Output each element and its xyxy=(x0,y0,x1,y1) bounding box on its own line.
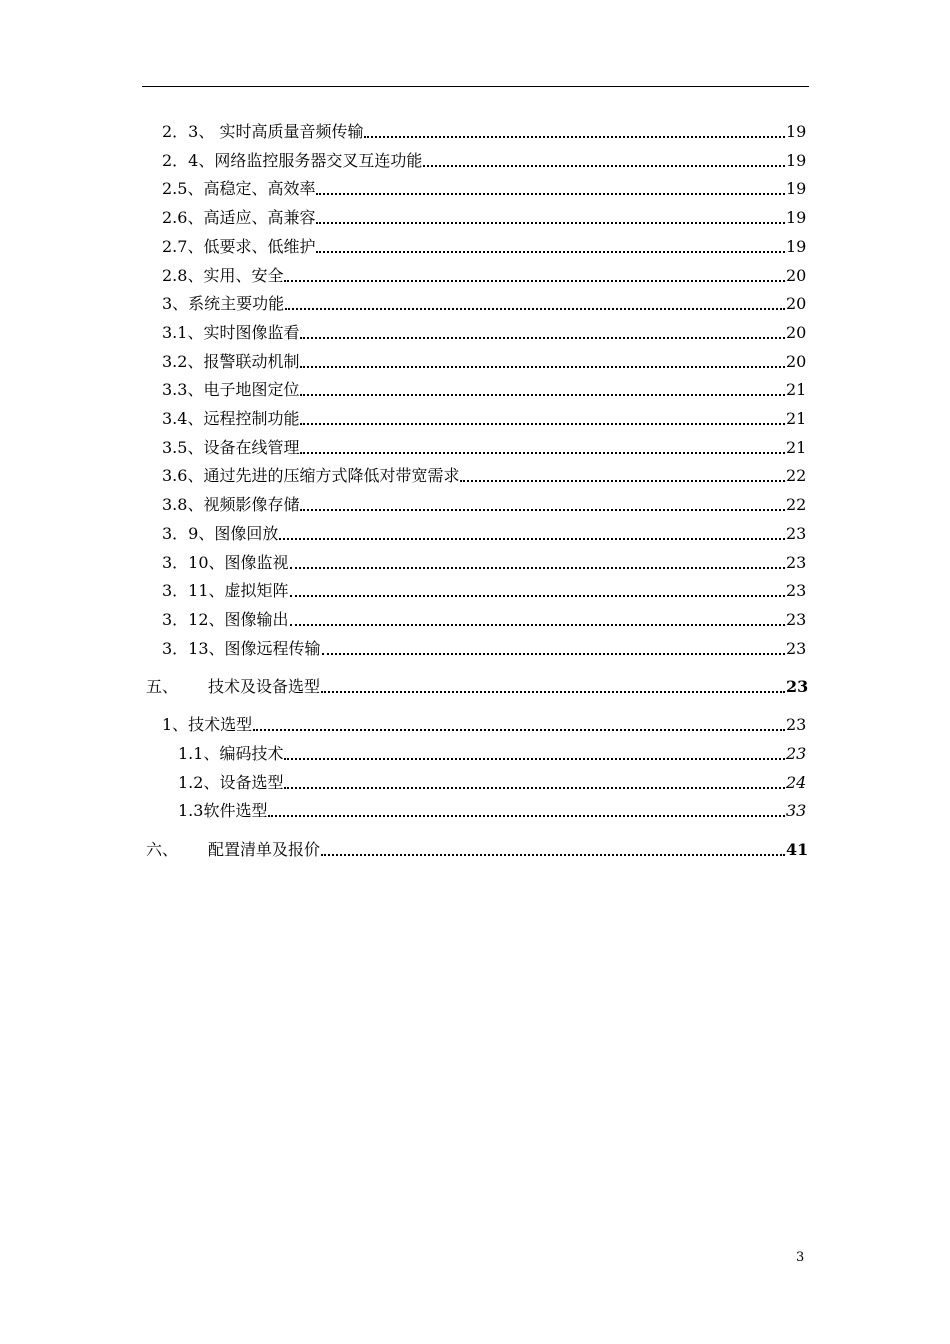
toc-entry-page: 20 xyxy=(786,322,807,342)
toc-entry-page: 33 xyxy=(786,801,807,821)
toc-entry-label: 1.3软件选型 xyxy=(178,801,268,821)
toc-entry-page: 23 xyxy=(786,552,807,572)
toc-entry-page: 41 xyxy=(786,840,809,860)
toc-entry[interactable] xyxy=(0,518,950,544)
toc-dot-leader xyxy=(316,222,785,224)
toc-entry-label: 2．4、网络监控服务器交叉互连功能 xyxy=(162,150,423,170)
toc-heading-number: 五、 xyxy=(146,677,179,697)
toc-entry[interactable] xyxy=(0,460,950,486)
toc-entry-page: 19 xyxy=(786,236,807,256)
toc-entry-label: 3．12、图像输出 xyxy=(162,609,289,629)
toc-entry-page: 23 xyxy=(786,744,807,763)
toc-entry-page: 21 xyxy=(786,409,807,428)
toc-entry-page: 19 xyxy=(786,122,807,141)
toc-entry-label: 3.1、实时图像监看 xyxy=(162,322,300,342)
toc-dot-leader xyxy=(300,423,785,425)
toc-entry[interactable] xyxy=(0,432,950,458)
toc-entry-label: 2．3、 实时高质量音频传输 xyxy=(162,122,364,141)
toc-dot-leader xyxy=(300,452,785,454)
toc-entry[interactable] xyxy=(0,260,950,286)
toc-entry-page: 23 xyxy=(786,677,809,697)
toc-entry[interactable] xyxy=(0,633,950,659)
toc-entry-label: 3．10、图像监视 xyxy=(162,552,289,572)
toc-dot-leader xyxy=(321,691,785,693)
header-rule xyxy=(142,86,809,87)
toc-entry-page: 22 xyxy=(786,495,807,515)
toc-entry-label: 2.7、低要求、低维护 xyxy=(162,236,316,256)
toc-dot-leader xyxy=(290,595,785,597)
toc-heading-text: 配置清单及报价 xyxy=(208,840,321,860)
toc-entry[interactable] xyxy=(0,575,950,601)
toc-entry-label xyxy=(146,677,320,697)
toc-entry-label: 3.5、设备在线管理 xyxy=(162,437,300,457)
toc-entry[interactable] xyxy=(0,173,950,199)
toc-entry[interactable] xyxy=(0,709,950,735)
toc-entry[interactable] xyxy=(0,834,950,860)
toc-entry-label: 2.5、高稳定、高效率 xyxy=(162,179,316,199)
toc-entry-page: 23 xyxy=(786,638,807,658)
toc-entry[interactable] xyxy=(0,346,950,372)
toc-dot-leader xyxy=(321,854,785,856)
toc-dot-leader xyxy=(423,165,785,167)
toc-dot-leader xyxy=(460,480,785,482)
toc-dot-leader xyxy=(322,653,785,655)
toc-entry[interactable] xyxy=(0,489,950,515)
toc-dot-leader xyxy=(268,815,785,817)
toc-entry-label: 1.1、编码技术 xyxy=(178,744,284,763)
page-number: 3 xyxy=(796,1250,805,1265)
toc-entry-page: 19 xyxy=(786,150,807,170)
toc-entry[interactable] xyxy=(0,604,950,630)
toc-heading-number: 六、 xyxy=(146,840,179,860)
toc-entry[interactable] xyxy=(0,231,950,257)
toc-entry-page: 20 xyxy=(786,294,807,314)
toc-entry-page: 23 xyxy=(786,581,807,601)
toc-entry-page: 19 xyxy=(786,208,807,228)
toc-entry[interactable] xyxy=(0,795,950,821)
toc-dot-leader xyxy=(300,337,785,339)
toc-entry-page: 24 xyxy=(786,772,807,792)
toc-entry-label: 1、技术选型 xyxy=(162,715,253,735)
toc-entry-label: 3.4、远程控制功能 xyxy=(162,409,300,428)
toc-entry-label: 3.6、通过先进的压缩方式降低对带宽需求 xyxy=(162,466,460,486)
toc-entry[interactable] xyxy=(0,671,950,697)
toc-entry-label: 3.3、电子地图定位 xyxy=(162,380,300,400)
toc-entry-label: 3.8、视频影像存储 xyxy=(162,495,300,515)
toc-dot-leader xyxy=(316,193,785,195)
toc-dot-leader xyxy=(284,280,785,282)
toc-dot-leader xyxy=(285,308,785,310)
toc-entry[interactable] xyxy=(0,145,950,171)
toc-entry[interactable] xyxy=(0,547,950,573)
toc-entry-label: 1.2、设备选型 xyxy=(178,772,284,792)
toc-dot-leader xyxy=(290,624,785,626)
toc-entry[interactable] xyxy=(0,767,950,793)
toc-dot-leader xyxy=(284,787,785,789)
toc-entry-page: 23 xyxy=(786,609,807,629)
toc-entry-page: 20 xyxy=(786,351,807,371)
toc-entry-page: 23 xyxy=(786,523,807,543)
toc-dot-leader xyxy=(300,394,785,396)
toc-entry[interactable] xyxy=(0,374,950,400)
toc-entry-label: 3．13、图像远程传输 xyxy=(162,638,321,658)
toc-entry-page: 21 xyxy=(786,437,807,457)
toc-entry-page: 20 xyxy=(786,265,807,285)
toc-heading-text: 技术及设备选型 xyxy=(208,677,321,697)
toc-entry-label: 3、系统主要功能 xyxy=(162,294,285,314)
toc-dot-leader xyxy=(284,758,785,760)
toc-entry-label: 2.6、高适应、高兼容 xyxy=(162,208,316,228)
toc-entry-label: 3．11、虚拟矩阵 xyxy=(162,581,289,601)
toc-dot-leader xyxy=(316,251,785,253)
toc-entry-page: 21 xyxy=(786,380,807,400)
toc-dot-leader xyxy=(279,538,785,540)
toc-entry-label: 3．9、图像回放 xyxy=(162,523,279,543)
toc-entry-label: 3.2、报警联动机制 xyxy=(162,351,300,371)
toc-dot-leader xyxy=(300,509,785,511)
toc-entry[interactable] xyxy=(0,202,950,228)
toc-entry[interactable] xyxy=(0,403,950,429)
toc-entry-label xyxy=(146,840,320,860)
toc-entry-page: 23 xyxy=(786,715,807,735)
toc-entry[interactable] xyxy=(0,738,950,764)
toc-entry-page: 19 xyxy=(786,179,807,199)
toc-dot-leader xyxy=(290,567,785,569)
toc-entry-label: 2.8、实用、安全 xyxy=(162,265,284,285)
toc-dot-leader xyxy=(253,729,785,731)
toc-entry-page: 22 xyxy=(786,466,807,486)
toc-dot-leader xyxy=(300,366,785,368)
toc-entry[interactable] xyxy=(0,116,950,142)
toc-dot-leader xyxy=(364,136,785,138)
toc-entry[interactable] xyxy=(0,288,950,314)
toc-entry[interactable] xyxy=(0,317,950,343)
